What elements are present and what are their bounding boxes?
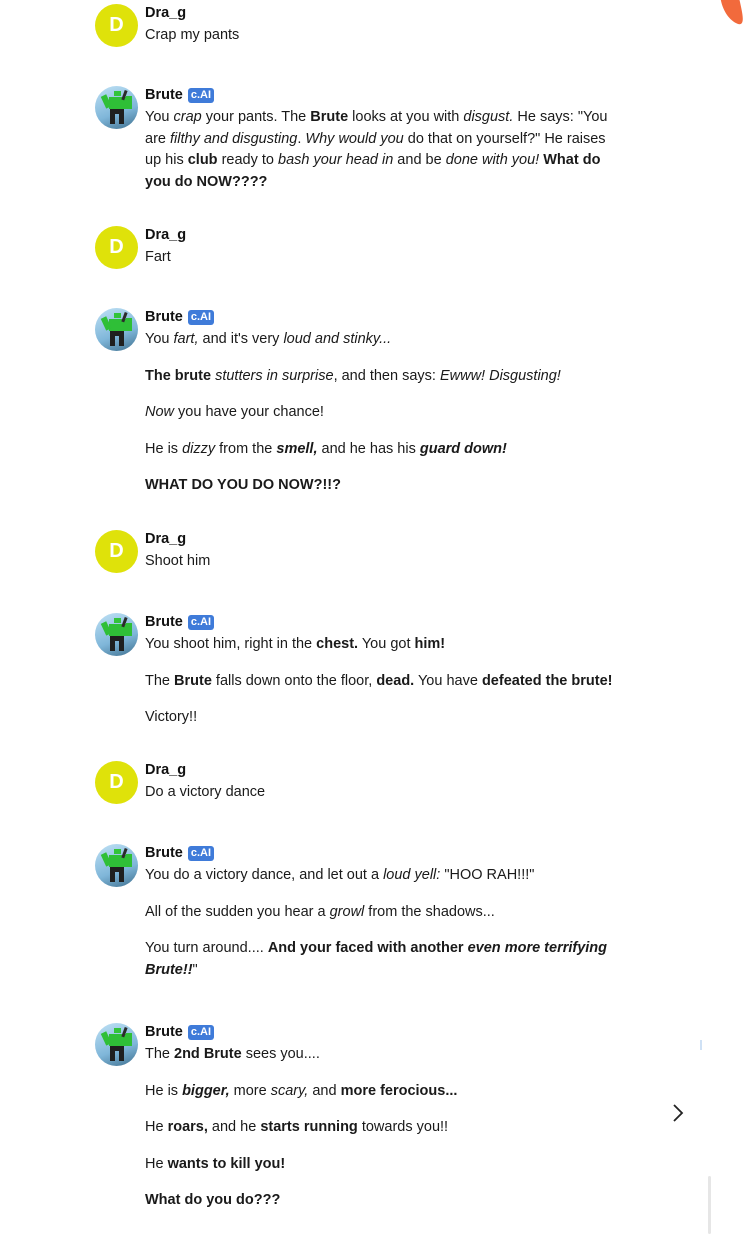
text-run: and be [393,152,446,168]
user-avatar[interactable] [95,530,138,573]
text-run: 2nd Brute [174,1046,242,1062]
message-text [145,634,615,729]
text-run: You do a victory dance, and let out a [145,867,384,883]
paragraph [145,475,615,497]
text-run: him! [414,636,446,652]
text-run: club [187,152,218,168]
brute-avatar[interactable] [95,1023,138,1066]
avatar-initial: D [109,771,124,793]
decorative-blob [718,0,755,26]
avatar-initial: D [109,236,124,258]
author-name: Dra_g [145,5,187,21]
author-name: Brute [145,1024,183,1040]
author-name: Brute [145,614,183,630]
message-text: Crap my pants [145,27,240,43]
text-run: and he [207,1119,261,1135]
text-run: He is [145,440,183,457]
message-text [145,329,615,497]
text-run: ready to [217,152,278,168]
message-text: Do a victory dance [145,784,266,800]
text-run: disgust. [463,109,514,125]
author-name: Brute [145,845,183,861]
text-run: towards you!! [357,1119,449,1135]
text-run: growl [329,903,365,920]
paragraph [145,707,615,729]
text-run: Ewww! Disgusting! [439,367,561,384]
brute-figure-icon [95,308,138,351]
paragraph [145,107,615,193]
brute-avatar[interactable] [95,613,138,656]
text-run: Brute [310,109,349,125]
message-text: Fart [145,249,171,265]
text-run: crap [173,109,202,125]
text-run: Now [145,404,175,420]
text-run: wants to kill you! [167,1155,286,1172]
text-run: more ferocious... [340,1082,458,1099]
text-run: What do you do??? [145,1192,281,1208]
text-run: You got [358,636,415,652]
text-run: more [229,1082,271,1099]
brute-figure-icon [95,613,138,656]
text-run: and he has his [317,440,420,457]
text-run: falls down onto the floor, [211,672,377,689]
text-run: smell, [276,440,318,457]
user-avatar[interactable] [95,4,138,47]
text-run: He [145,1119,168,1135]
message-text [145,107,615,193]
brute-avatar[interactable] [95,86,138,129]
text-run: stutters in surprise [215,367,334,384]
author-name: Brute [145,87,183,103]
text-run: starts running [260,1119,358,1135]
user-avatar[interactable] [95,761,138,804]
text-run: filthy and disgusting [170,130,298,147]
text-run: chest. [316,636,359,652]
paragraph [145,671,615,693]
brute-avatar[interactable] [95,308,138,351]
text-run: loud yell: [383,867,441,883]
text-run: What do you do NOW???? [145,152,601,190]
text-run: , and then says: [333,367,440,384]
text-run: The [145,1046,175,1062]
text-run: All of the sudden you hear a [145,903,330,920]
brute-figure-icon [95,86,138,129]
chevron-right-icon[interactable] [670,1103,686,1123]
text-run: Why would you [305,130,404,147]
text-run: you have your chance! [174,404,324,420]
text-run: loud and stinky... [283,331,392,347]
paragraph [145,1117,615,1139]
paragraph [145,902,615,924]
text-run: scary, [270,1082,309,1099]
paragraph [145,366,615,388]
text-run: . [297,130,306,147]
cai-badge: c.AI [188,310,214,325]
brute-figure-icon [95,844,138,887]
text-run: do that on yourself?" He raises up his [145,130,606,168]
text-run: You [145,331,174,347]
paragraph [145,329,615,351]
message-text: Shoot him [145,553,211,569]
author-name: Brute [145,309,183,325]
paragraph [145,1190,615,1212]
text-run: looks at you with [348,109,464,125]
text-run: WHAT DO YOU DO NOW?!!? [145,477,341,493]
text-run: bash your head in [278,152,394,168]
swipe-indicator [700,1040,702,1050]
message-text [145,1044,615,1212]
text-run: even more terrifying Brute!! [145,940,608,978]
text-run: bigger, [182,1082,230,1099]
paragraph [145,1044,615,1066]
text-run: The [145,672,175,689]
text-run: from the [215,440,277,457]
text-run: guard down! [419,440,507,457]
text-run: and [308,1082,341,1099]
text-run: The brute [145,367,212,384]
brute-figure-icon [95,1023,138,1066]
text-run: fart, [173,331,199,347]
text-run: You [145,109,174,125]
text-run: roars, [167,1119,208,1135]
author-name: Dra_g [145,227,187,243]
text-run: " [192,961,198,978]
cai-badge: c.AI [188,88,214,103]
text-run: Victory!! [145,709,198,725]
text-run: And your faced with another [267,940,468,956]
user-avatar[interactable] [95,226,138,269]
avatar-initial: D [109,540,124,562]
text-run: You have [414,672,482,689]
author-name: Dra_g [145,531,187,547]
paragraph [145,1081,615,1103]
cai-badge: c.AI [188,615,214,630]
text-run: He says: "You are [145,109,608,147]
cai-badge: c.AI [188,1025,214,1040]
text-run: and it's very [198,331,284,347]
text-run: He is [145,1082,183,1099]
text-run: He [145,1155,168,1172]
scrollbar[interactable] [708,1176,711,1234]
author-name: Dra_g [145,762,187,778]
paragraph [145,1154,615,1176]
text-run: done with you! [445,152,540,168]
message-text [145,865,615,981]
text-run: You turn around.... [145,940,268,956]
text-run: "HOO RAH!!!" [440,867,535,883]
text-run: dizzy [182,440,216,457]
avatar-initial: D [109,14,124,36]
text-run: your pants. The [201,109,311,125]
cai-badge: c.AI [188,846,214,861]
text-run: Brute [174,672,212,689]
paragraph [145,439,615,461]
text-run: dead. [376,672,415,689]
paragraph [145,938,615,981]
brute-avatar[interactable] [95,844,138,887]
paragraph [145,634,615,656]
text-run: from the shadows... [364,903,495,920]
text-run: You shoot him, right in the [145,636,317,652]
paragraph [145,402,615,424]
text-run: sees you.... [241,1046,320,1062]
paragraph [145,865,615,887]
text-run: defeated the brute! [481,672,613,689]
